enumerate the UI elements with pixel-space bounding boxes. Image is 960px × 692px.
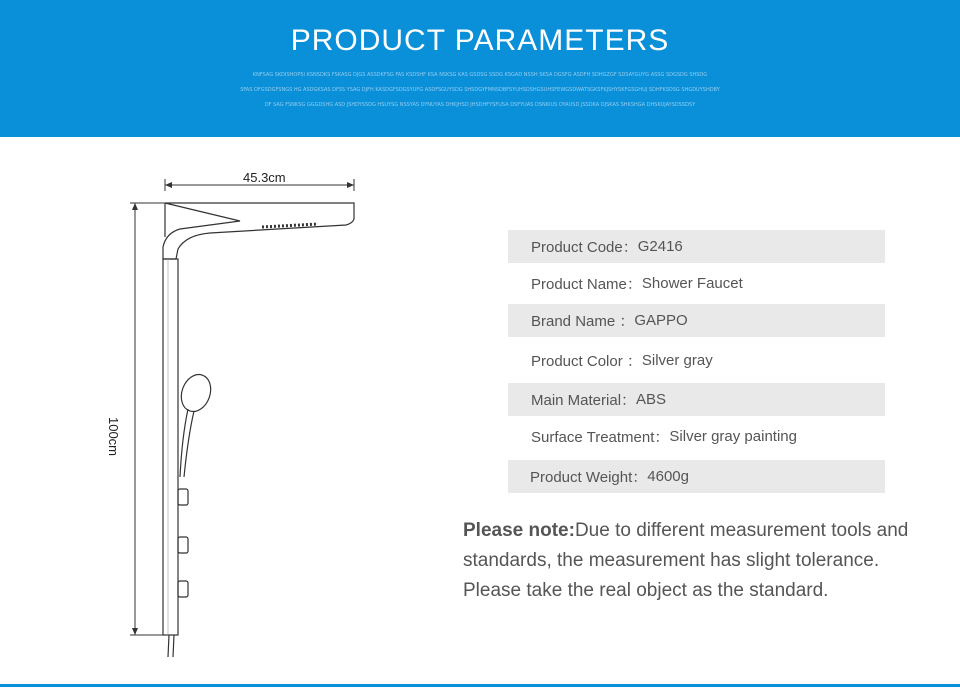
param-label: Product Weight： [530, 469, 648, 486]
page-title: PRODUCT PARAMETERS [290, 24, 670, 57]
param-value: Silver gray painting [669, 428, 797, 445]
shower-panel-drawing [0, 137, 460, 687]
banner-fine-print: KNFSAG SKDISHOPSI KSNSDKS FSKASG DJGS ASSDKFSG FAS KSDSHF KSA NSKSG KAS GSDSG SSDG KSGAD NSSH SKSA DGSFG ASDFH SDHGZGF SDSAYGUYG ASSG SDGSDG SHSDG [252, 72, 708, 78]
param-row-brand-name [508, 304, 885, 337]
product-dimension-diagram [0, 137, 460, 687]
param-row-main-material [508, 383, 885, 416]
banner-fine-print: DF SAG FSNKSG GGGDSHG ASD JSHDYSSDG HSUYSG NSSYAS DYNUYAS DHKJHSD JHSDHFYSFUSA DSFYUAS DSNKIUS DYAUSD JSSDKA DJSKAS SHKSHGA DHSKUJAYSDSSDSY [264, 102, 696, 108]
width-dimension-label: 45.3cm [243, 170, 286, 185]
param-row-surface-treatment [508, 420, 885, 453]
height-dimension-label: 100cm [106, 416, 122, 457]
param-label: Surface Treatment： [531, 429, 670, 446]
param-label: Brand Name ： [531, 313, 635, 330]
banner-fine-print: SFAS DFGSDGFSNGS HG ASDGKSAS DFSS YSAG DJFH KASDGFSDGSYUFG ASDFSGUYSDG SHSDGYFMNSDBFSYUHSDSHGSUHSFEWGSDWATSGKSFKJSHYSKFGSGHUJ SDHFKSDSG SHGDUYSHDBY [240, 87, 720, 93]
param-value: G2416 [637, 238, 683, 255]
param-label: Product Color ： [531, 352, 642, 370]
note-text: Due to different measurement tools and standards, the measurement has slight tolerance. Please take the real object as the standard. [463, 520, 909, 601]
parameter-table [508, 230, 885, 497]
param-value: Silver gray [641, 351, 713, 369]
param-row-product-color [508, 341, 885, 379]
note-heading: Please note: [463, 520, 575, 541]
param-label: Product Name： [531, 276, 642, 293]
param-value: Shower Faucet [641, 275, 743, 292]
param-row-product-code [508, 230, 885, 263]
tolerance-note [463, 516, 933, 606]
param-label: Product Code： [531, 239, 638, 256]
param-value: 4600g [647, 468, 689, 485]
header-banner [0, 0, 960, 137]
param-value: ABS [636, 391, 667, 408]
param-value: GAPPO [634, 312, 688, 329]
param-label: Main Material： [531, 392, 637, 409]
param-row-product-name [508, 267, 885, 300]
param-row-product-weight [508, 460, 885, 493]
